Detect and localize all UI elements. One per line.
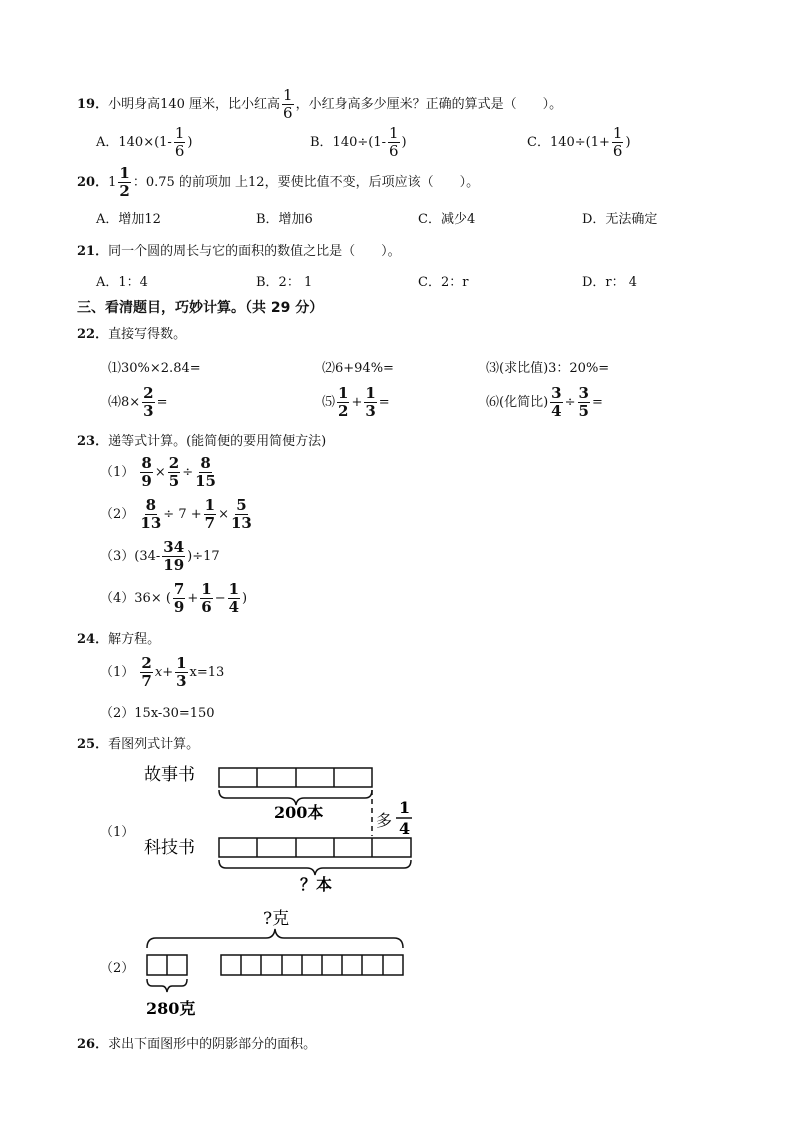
option-d: D．r： 4 (582, 275, 638, 290)
question-26 (77, 1033, 316, 1052)
option-a: A．140×(1- $\frac{1}{6}$ ) (96, 124, 193, 160)
row1-label: 故事书 (144, 765, 195, 785)
option-c: C．2：r (418, 275, 469, 290)
option-b: B．140÷(1- $\frac{1}{6}$ ) (310, 124, 407, 160)
question-text: 同一个圆的周长与它的面积的数值之比是（ ）。 (108, 244, 401, 259)
question-text: 解方程。 (108, 632, 161, 647)
option-b: B．2： 1 (256, 275, 313, 290)
option-c: C．减少4 (418, 212, 476, 227)
row2-label: 科技书 (144, 838, 195, 858)
equation-2: （2）15x-30=150 (100, 706, 215, 721)
science-books-bar (219, 838, 411, 857)
option-a: A．1：4 (96, 275, 148, 290)
row2-total: ？本 (300, 875, 333, 894)
question-20: 20．1 $\frac{1}{2}$ ：0.75 的前项加 上12，要使比值不变，后项应该（ ）。 (77, 164, 480, 200)
expr-1: （1） $\frac{8}{9}$ × $\frac{2}{5}$ ÷ $\frac{8}{15}$ (100, 454, 216, 490)
question-number: 25． (77, 737, 109, 752)
item-3: ⑶(求比值)3：20%= (486, 361, 610, 376)
more-label: 多 (376, 811, 393, 830)
diagram-1 (144, 765, 412, 894)
option-c: C．140÷(1+ $\frac{1}{6}$ ) (527, 124, 631, 160)
svg-text:4: 4 (399, 819, 411, 838)
svg-text:1: 1 (399, 798, 411, 817)
question-text: 看图列式计算。 (108, 737, 200, 752)
item-1: ⑴30%×2.84= (108, 361, 201, 376)
expr-3: （3）(34- $\frac{34}{19}$ )÷17 (100, 538, 220, 574)
question-text: 求出下面图形中的阴影部分的面积。 (108, 1037, 317, 1052)
option-d: D．无法确定 (582, 212, 658, 227)
brace-unknown (219, 860, 411, 875)
question-text: 小明身高140 厘米，比小红高 (108, 97, 281, 112)
diagram-2-label: （2） (100, 961, 135, 976)
top-total: ?克 (263, 909, 290, 929)
brace-280 (147, 979, 187, 992)
item-5: ⑸ $\frac{1}{2}$ + $\frac{1}{3}$ = (322, 384, 390, 420)
question-number: 22． (77, 327, 109, 342)
question-number: 23． (77, 434, 109, 449)
diagram-2 (146, 909, 403, 1018)
expr-2: （2） $\frac{8}{13}$ ÷ 7 + $\frac{1}{7}$ × $\frac{5}{13}$ (100, 496, 252, 532)
large-bar (221, 955, 403, 975)
section-heading: 三、看清题目，巧妙计算。（共 29 分） (77, 300, 324, 316)
equation-1: （1） $\frac{2}{7}$ x+ $\frac{1}{3}$ x=13 (100, 654, 225, 690)
bottom-total: 280克 (146, 999, 196, 1018)
row1-total: 200本 (274, 803, 324, 822)
question-number: 19． (77, 97, 109, 112)
question-text: 递等式计算。(能简便的要用简便方法) (108, 434, 327, 449)
question-number: 24． (77, 632, 109, 647)
diagram-1-label: （1） (100, 825, 135, 840)
question-text: ：0.75 的前项加 上12，要使比值不变，后项应该（ ）。 (132, 175, 480, 190)
question-number: 20． (77, 175, 109, 190)
expr-4: （4）36× ( $\frac{7}{9}$ + $\frac{1}{6}$ − $\frac{1}{4}$ ) (100, 580, 248, 616)
question-text: 直接写得数。 (108, 327, 187, 342)
fraction: $\frac{1}{6}$ (283, 86, 293, 122)
question-number: 21． (77, 244, 109, 259)
item-6: ⑹(化简比) $\frac{3}{4}$ ÷ $\frac{3}{5}$ = (486, 384, 603, 420)
brace-total (147, 929, 403, 948)
question-text-tail: ，小红身高多少厘米？正确的算式是（ ）。 (295, 97, 563, 112)
item-4: ⑷8× $\frac{2}{3}$ = (108, 384, 168, 420)
option-a: A．增加12 (96, 212, 161, 227)
item-2: ⑵6+94%= (322, 361, 394, 376)
option-b: B．增加6 (256, 212, 313, 227)
question-number: 26． (77, 1037, 109, 1052)
fraction: $\frac{1}{2}$ (119, 164, 130, 200)
